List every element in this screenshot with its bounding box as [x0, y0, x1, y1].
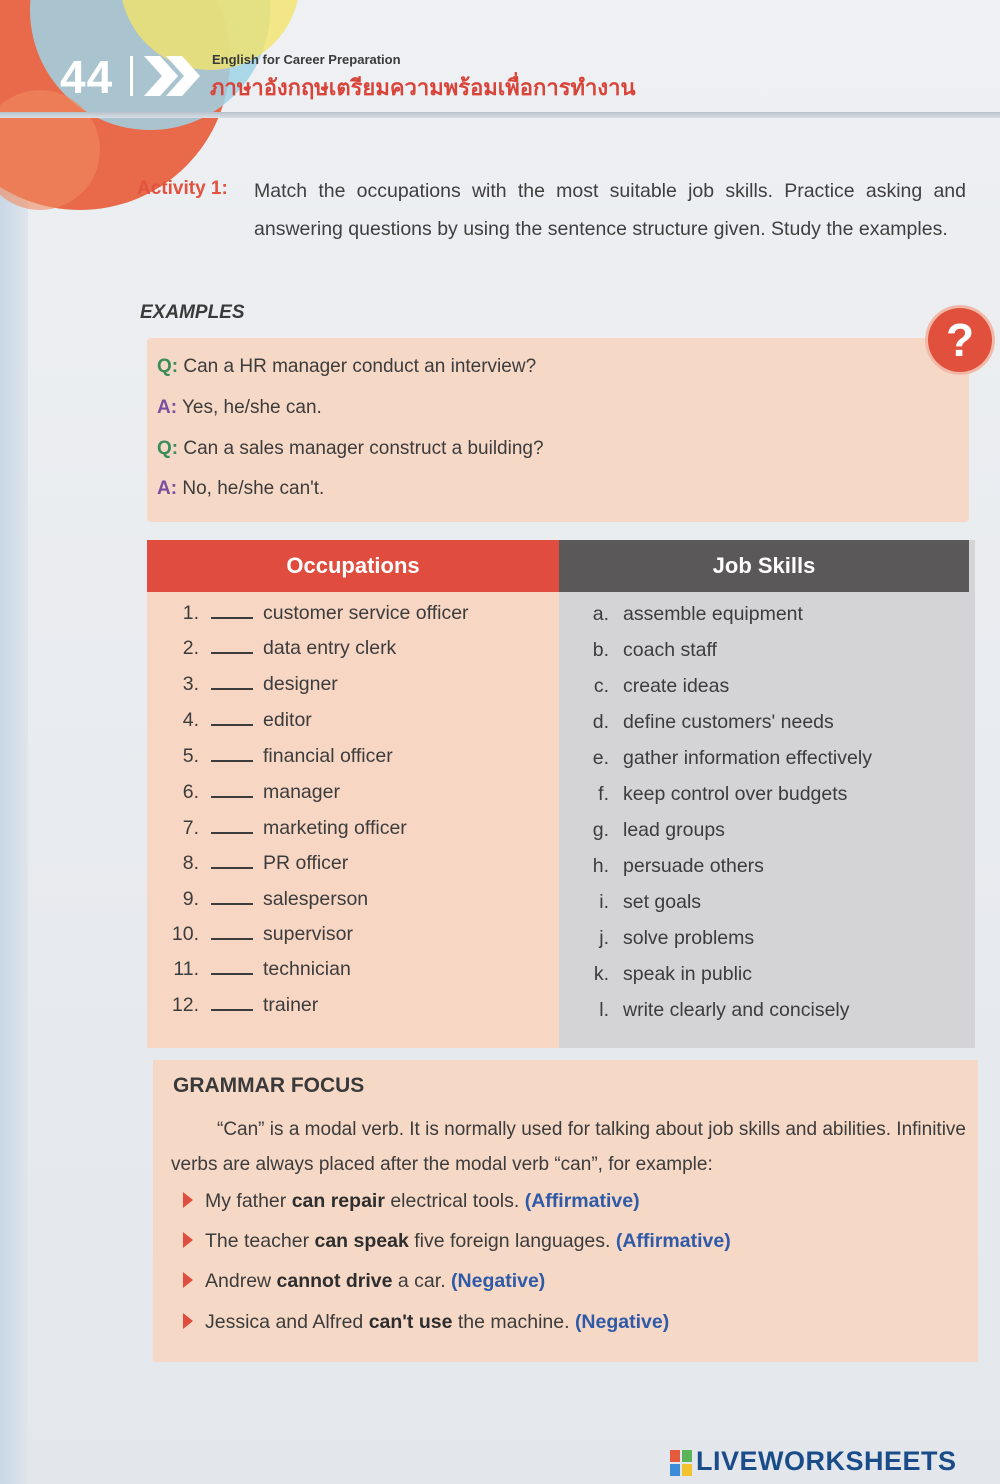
job-skills-header: Job Skills — [559, 540, 969, 592]
grammar-heading: GRAMMAR FOCUS — [173, 1074, 365, 1097]
skill-letter: a. — [592, 603, 609, 625]
bullet-triangle-icon — [183, 1192, 193, 1208]
example-verb: can't use — [368, 1311, 453, 1333]
occupation-row — [147, 673, 338, 696]
example-text: five foreign languages. — [408, 1230, 616, 1252]
skill-text: keep control over budgets — [623, 783, 848, 805]
grammar-focus-box — [153, 1060, 978, 1362]
skill-text: coach staff — [623, 639, 717, 661]
activity-instructions: Match the occupations with the most suitable job skills. Practice asking and answering questions by using the sentence structure given. Study the examples. — [254, 180, 966, 240]
example-verb: cannot drive — [276, 1270, 393, 1292]
example-a-label: A: — [157, 478, 178, 499]
example-text: The teacher — [205, 1230, 315, 1252]
book-title-english: English for Career Preparation — [212, 52, 401, 67]
skill-letter: f. — [598, 783, 609, 805]
question-mark-icon: ? — [928, 308, 992, 372]
example-text: a car. — [392, 1270, 452, 1292]
occupation-number: 9. — [182, 888, 199, 910]
double-chevron-icon — [140, 52, 204, 100]
example-q-label: Q: — [157, 356, 179, 377]
job-skill-row — [575, 855, 764, 878]
example-text: the machine. — [452, 1311, 575, 1333]
job-skill-row — [575, 999, 850, 1022]
skill-letter: h. — [592, 855, 609, 877]
job-skill-row — [575, 747, 872, 770]
occupation-text: technician — [263, 958, 351, 980]
matching-table — [147, 540, 975, 1048]
examples-box — [147, 338, 969, 522]
occupation-number: 10. — [171, 923, 199, 945]
skill-text: lead groups — [623, 819, 725, 841]
occupation-text: marketing officer — [263, 817, 407, 839]
skill-text: solve problems — [623, 927, 755, 949]
example-answer — [157, 397, 322, 419]
example-text: Yes, he/she can. — [182, 397, 322, 418]
occupation-text: supervisor — [263, 923, 353, 945]
header-rule — [0, 112, 1000, 118]
example-tag: (Affirmative) — [524, 1190, 640, 1212]
example-text: Can a HR manager conduct an interview? — [183, 356, 537, 377]
answer-blank[interactable] — [211, 818, 253, 834]
example-verb: can repair — [291, 1190, 385, 1212]
job-skill-row — [575, 711, 834, 734]
example-tag: (Negative) — [574, 1311, 670, 1333]
example-q-label: Q: — [157, 438, 179, 459]
example-tag: (Affirmative) — [615, 1230, 731, 1252]
activity-label: Activity 1: — [137, 178, 228, 199]
occupation-text: data entry clerk — [263, 637, 397, 659]
occupation-number: 8. — [182, 852, 199, 874]
occupation-number: 6. — [182, 781, 199, 803]
skill-letter: c. — [593, 675, 609, 697]
skill-text: create ideas — [623, 675, 730, 697]
skill-text: persuade others — [623, 855, 764, 877]
answer-blank[interactable] — [211, 782, 253, 798]
job-skill-row — [575, 927, 754, 950]
answer-blank[interactable] — [211, 603, 253, 619]
skill-letter: g. — [592, 819, 609, 841]
answer-blank[interactable] — [211, 959, 253, 975]
occupation-text: trainer — [263, 994, 319, 1016]
occupation-row — [147, 817, 407, 840]
job-skill-row — [575, 891, 701, 914]
occupation-text: customer service officer — [263, 602, 469, 624]
bullet-triangle-icon — [183, 1272, 193, 1288]
example-verb: can speak — [314, 1230, 409, 1252]
grammar-paragraph: “Can” is a modal verb. It is normally used for talking about job skills and abilities. Infinitive verbs are always placed after the modal verb “can”, for example: — [171, 1119, 966, 1175]
occupation-row — [147, 637, 396, 660]
answer-blank[interactable] — [211, 995, 253, 1011]
liveworksheets-logo-icon — [668, 1448, 694, 1478]
occupation-text: salesperson — [263, 888, 369, 910]
occupation-row — [147, 852, 348, 875]
bullet-triangle-icon — [183, 1232, 193, 1248]
skill-text: set goals — [623, 891, 702, 913]
job-skill-row — [575, 963, 752, 986]
occupation-row — [147, 958, 351, 981]
occupation-number: 4. — [182, 709, 199, 731]
skill-letter: k. — [593, 963, 609, 985]
example-tag: (Negative) — [451, 1270, 546, 1292]
occupation-row — [147, 602, 469, 625]
job-skill-row — [575, 639, 717, 662]
job-skill-row — [575, 783, 847, 806]
example-text: No, he/she can't. — [182, 478, 325, 499]
answer-blank[interactable] — [211, 710, 253, 726]
examples-heading: EXAMPLES — [140, 302, 245, 323]
grammar-example — [183, 1270, 545, 1293]
grammar-example — [183, 1311, 669, 1334]
skill-text: define customers' needs — [623, 711, 834, 733]
occupation-text: manager — [263, 781, 340, 803]
skill-text: speak in public — [623, 963, 752, 985]
grammar-example — [183, 1230, 731, 1253]
occupation-number: 12. — [171, 994, 199, 1016]
answer-blank[interactable] — [211, 746, 253, 762]
skill-letter: l. — [599, 999, 609, 1021]
skill-letter: e. — [592, 747, 609, 769]
page-edge-band — [0, 160, 28, 1484]
book-title-thai: ภาษาอังกฤษเตรียมความพร้อมเพื่อการทำงาน — [210, 75, 636, 100]
occupation-number: 3. — [182, 673, 199, 695]
occupation-row — [147, 994, 318, 1017]
skill-text: gather information effectively — [623, 747, 872, 769]
answer-blank[interactable] — [211, 674, 253, 690]
skill-letter: b. — [592, 639, 609, 661]
skill-text: assemble equipment — [623, 603, 803, 625]
answer-blank[interactable] — [211, 853, 253, 869]
skill-letter: j. — [599, 927, 609, 949]
occupation-number: 2. — [182, 637, 199, 659]
occupations-header: Occupations — [147, 540, 559, 592]
skill-letter: d. — [592, 711, 609, 733]
example-text: electrical tools. — [384, 1190, 525, 1212]
page-number: 44 — [60, 51, 114, 103]
occupation-row — [147, 745, 393, 768]
example-a-label: A: — [157, 397, 178, 418]
occupation-number: 1. — [182, 602, 199, 624]
liveworksheets-watermark: LIVEWORKSHEETS — [696, 1446, 957, 1476]
skill-text: write clearly and concisely — [623, 999, 850, 1021]
occupation-row — [147, 923, 353, 946]
job-skill-row — [575, 675, 729, 698]
example-text: My father — [205, 1190, 292, 1212]
example-text: Can a sales manager construct a building? — [183, 438, 544, 459]
occupation-row — [147, 781, 340, 804]
example-text: Andrew — [205, 1270, 277, 1292]
occupation-number: 11. — [173, 958, 199, 980]
occupation-row — [147, 888, 368, 911]
example-question — [157, 356, 536, 378]
bullet-triangle-icon — [183, 1313, 193, 1329]
occupation-text: PR officer — [263, 852, 349, 874]
occupation-number: 5. — [182, 745, 199, 767]
example-answer — [157, 478, 324, 500]
job-skill-row — [575, 819, 725, 842]
example-question — [157, 438, 544, 460]
skill-letter: i. — [599, 891, 609, 913]
example-text: Jessica and Alfred — [205, 1311, 369, 1333]
job-skill-row — [575, 603, 803, 626]
answer-blank[interactable] — [211, 924, 253, 940]
occupation-row — [147, 709, 312, 732]
answer-blank[interactable] — [211, 638, 253, 654]
page-number-divider — [130, 56, 133, 96]
answer-blank[interactable] — [211, 889, 253, 905]
occupation-text: designer — [263, 673, 338, 695]
occupation-text: editor — [263, 709, 312, 731]
occupation-number: 7. — [182, 817, 199, 839]
grammar-example — [183, 1190, 640, 1213]
occupation-text: financial officer — [263, 745, 393, 767]
